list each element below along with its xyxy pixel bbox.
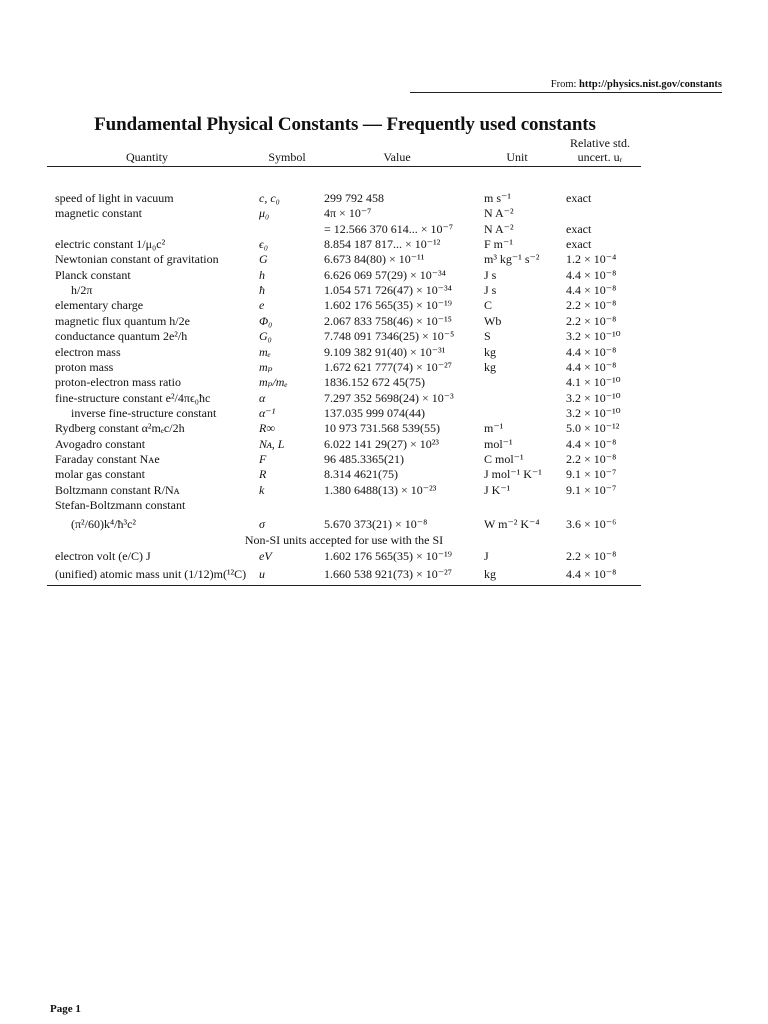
table-row: [47, 191, 641, 206]
symbol-cell: ϵ₀: [259, 237, 269, 252]
source-url[interactable]: http://physics.nist.gov/constants: [579, 79, 722, 90]
value-cell: 1.602 176 565(35) × 10⁻¹⁹: [324, 549, 452, 564]
table-row: [47, 391, 641, 406]
value-cell: 137.035 999 074(44): [324, 405, 425, 420]
quantity-cell: h/2π: [71, 283, 93, 298]
value-cell: 8.854 187 817... × 10⁻¹²: [324, 237, 441, 252]
quantity-cell: proton mass: [55, 359, 114, 374]
quantity-cell: Rydberg constant α²mₑc/2h: [55, 421, 185, 436]
table-row: [47, 498, 641, 513]
quantity-cell: conductance quantum 2e²/h: [55, 329, 188, 344]
value-cell: 10 973 731.568 539(55): [324, 421, 440, 436]
uncertainty-cell: 5.0 × 10⁻¹²: [566, 421, 620, 436]
table-row: [47, 406, 641, 421]
header-uncert-line2: uncert. uᵣ: [577, 150, 623, 164]
unit-cell: S: [484, 329, 491, 344]
value-cell: 299 792 458: [324, 191, 384, 205]
quantity-cell: elementary charge: [55, 298, 144, 313]
header-uncertainty: [555, 136, 645, 164]
table-row: [47, 283, 641, 298]
value-cell: 6.673 84(80) × 10⁻¹¹: [324, 252, 425, 267]
uncertainty-cell: 3.2 × 10⁻¹⁰: [566, 329, 621, 344]
uncertainty-cell: 2.2 × 10⁻⁸: [566, 313, 617, 328]
unit-cell: W m⁻² K⁻⁴: [484, 517, 540, 532]
table-row: [47, 298, 641, 313]
page-title: Fundamental Physical Constants — Frequently used constants: [94, 114, 596, 135]
value-cell: 4π × 10⁻⁷: [324, 206, 372, 221]
value-cell: = 12.566 370 614... × 10⁻⁷: [324, 221, 454, 236]
unit-cell: m s⁻¹: [484, 191, 511, 205]
unit-cell: J K⁻¹: [484, 482, 511, 497]
value-cell: 8.314 4621(75): [324, 467, 398, 482]
unit-cell: J s: [484, 267, 497, 282]
symbol-cell: μ₀: [259, 206, 270, 221]
table-row: [47, 421, 641, 436]
value-cell: 1.054 571 726(47) × 10⁻³⁴: [324, 283, 452, 298]
header-quantity: Quantity: [126, 150, 168, 164]
quantity-cell: electron mass: [55, 344, 121, 359]
symbol-cell: Φ₀: [259, 313, 273, 328]
unit-cell: kg: [484, 359, 496, 374]
unit-cell: N A⁻²: [484, 206, 514, 221]
symbol-cell: G₀: [259, 329, 272, 344]
value-cell: 7.297 352 5698(24) × 10⁻³: [324, 390, 454, 405]
uncertainty-cell: 4.4 × 10⁻⁸: [566, 436, 617, 451]
quantity-cell: proton-electron mass ratio: [55, 375, 181, 390]
symbol-cell: α: [259, 390, 266, 405]
quantity-cell: Planck constant: [55, 267, 131, 282]
symbol-cell: R∞: [259, 421, 275, 436]
unit-cell: C: [484, 298, 493, 313]
quantity-cell: magnetic flux quantum h/2e: [55, 313, 190, 328]
quantity-cell: fine-structure constant e²/4πϵ₀ħc: [55, 390, 211, 405]
uncertainty-cell: 4.4 × 10⁻⁸: [566, 359, 617, 374]
table-row: [47, 517, 641, 532]
quantity-cell: inverse fine-structure constant: [71, 405, 217, 420]
uncertainty-cell: 2.2 × 10⁻⁸: [566, 549, 617, 564]
unit-cell: J s: [484, 283, 497, 298]
quantity-cell: electric constant 1/μ₀c²: [55, 237, 166, 252]
table-row: [47, 252, 641, 267]
page-number: Page 1: [50, 1003, 81, 1015]
table-row: [47, 549, 641, 564]
symbol-cell: α⁻¹: [259, 405, 276, 420]
uncertainty-cell: 2.2 × 10⁻⁸: [566, 451, 617, 466]
value-cell: 1836.152 672 45(75): [324, 375, 425, 390]
uncertainty-cell: 9.1 × 10⁻⁷: [566, 467, 617, 482]
quantity-cell: Newtonian constant of gravitation: [55, 252, 219, 267]
value-cell: 1.380 6488(13) × 10⁻²³: [324, 482, 437, 497]
unit-cell: N A⁻²: [484, 221, 514, 236]
table-row: [47, 452, 641, 467]
uncertainty-cell: 4.4 × 10⁻⁸: [566, 267, 617, 282]
symbol-cell: mₚ/mₑ: [259, 375, 288, 390]
value-cell: 7.748 091 7346(25) × 10⁻⁵: [324, 329, 455, 344]
symbol-cell: mₑ: [259, 344, 271, 359]
value-cell: 5.670 373(21) × 10⁻⁸: [324, 517, 428, 532]
unit-cell: F m⁻¹: [484, 237, 513, 252]
table-row: [47, 314, 641, 329]
symbol-cell: k: [259, 482, 265, 497]
table-row: [47, 360, 641, 375]
uncertainty-cell: 1.2 × 10⁻⁴: [566, 252, 617, 267]
symbol-cell: eV: [259, 549, 272, 564]
uncertainty-cell: 3.2 × 10⁻¹⁰: [566, 405, 621, 420]
value-cell: 96 485.3365(21): [324, 451, 404, 466]
symbol-cell: R: [259, 467, 267, 482]
symbol-cell: mₚ: [259, 359, 273, 374]
table-row: [47, 483, 641, 498]
symbol-cell: e: [259, 298, 265, 313]
symbol-cell: c, c₀: [259, 191, 280, 205]
unit-cell: kg: [484, 344, 496, 359]
symbol-cell: Nᴀ, L: [259, 436, 285, 451]
uncertainty-cell: 4.4 × 10⁻⁸: [566, 567, 617, 582]
symbol-cell: h: [259, 267, 265, 282]
header-rule: [47, 166, 641, 167]
quantity-cell: Boltzmann constant R/Nᴀ: [55, 482, 180, 497]
unit-cell: Wb: [484, 313, 502, 328]
uncertainty-cell: 3.2 × 10⁻¹⁰: [566, 390, 621, 405]
unit-cell: m³ kg⁻¹ s⁻²: [484, 252, 540, 267]
table-row: [47, 237, 641, 252]
quantity-cell: Faraday constant Nᴀe: [55, 451, 160, 466]
quantity-cell: speed of light in vacuum: [55, 191, 174, 205]
quantity-cell: electron volt (e/C) J: [55, 549, 151, 564]
symbol-cell: F: [259, 451, 267, 466]
symbol-cell: G: [259, 252, 268, 267]
uncertainty-cell: exact: [566, 191, 592, 205]
unit-cell: C mol⁻¹: [484, 451, 524, 466]
table-row: [47, 329, 641, 344]
quantity-cell: Avogadro constant: [55, 436, 146, 451]
quantity-cell: (π²/60)k⁴/ħ³c²: [71, 517, 137, 532]
uncertainty-cell: 9.1 × 10⁻⁷: [566, 482, 617, 497]
uncertainty-cell: 4.1 × 10⁻¹⁰: [566, 375, 621, 390]
table-row: [47, 206, 641, 221]
uncertainty-cell: 4.4 × 10⁻⁸: [566, 283, 617, 298]
non-si-heading: Non-SI units accepted for use with the SI: [244, 532, 444, 547]
header-unit: Unit: [506, 150, 528, 164]
value-cell: 6.022 141 29(27) × 10²³: [324, 436, 439, 451]
unit-cell: J: [484, 549, 489, 564]
symbol-cell: σ: [259, 517, 265, 532]
table-row: [47, 345, 641, 360]
symbol-cell: u: [259, 567, 265, 582]
table-row: [47, 222, 641, 237]
quantity-cell: Stefan-Boltzmann constant: [55, 498, 186, 512]
unit-cell: J mol⁻¹ K⁻¹: [484, 467, 542, 482]
table-row: [47, 467, 641, 482]
value-cell: 1.672 621 777(74) × 10⁻²⁷: [324, 359, 452, 374]
source-prefix: From:: [550, 79, 577, 90]
value-cell: 6.626 069 57(29) × 10⁻³⁴: [324, 267, 446, 282]
value-cell: 9.109 382 91(40) × 10⁻³¹: [324, 344, 446, 359]
value-cell: 1.660 538 921(73) × 10⁻²⁷: [324, 567, 452, 582]
quantity-cell: magnetic constant: [55, 206, 142, 221]
unit-cell: mol⁻¹: [484, 436, 513, 451]
quantity-cell: (unified) atomic mass unit (1/12)m(¹²C): [55, 567, 247, 582]
table-row: [47, 268, 641, 283]
value-cell: 2.067 833 758(46) × 10⁻¹⁵: [324, 313, 452, 328]
unit-cell: kg: [484, 567, 496, 582]
header-uncert-line1: Relative std.: [570, 136, 630, 150]
quantity-cell: molar gas constant: [55, 467, 145, 482]
uncertainty-cell: 3.6 × 10⁻⁶: [566, 517, 617, 532]
unit-cell: m⁻¹: [484, 421, 504, 436]
table-row: [47, 375, 641, 390]
header-value: Value: [383, 150, 411, 164]
uncertainty-cell: 2.2 × 10⁻⁸: [566, 298, 617, 313]
value-cell: 1.602 176 565(35) × 10⁻¹⁹: [324, 298, 452, 313]
uncertainty-cell: exact: [566, 237, 592, 252]
symbol-cell: ħ: [259, 283, 265, 298]
table-bottom-rule: [47, 585, 641, 586]
source-line: [410, 79, 722, 93]
header-symbol: Symbol: [268, 150, 306, 164]
uncertainty-cell: exact: [566, 221, 592, 236]
uncertainty-cell: 4.4 × 10⁻⁸: [566, 344, 617, 359]
table-row: [47, 437, 641, 452]
table-row: [47, 567, 641, 582]
